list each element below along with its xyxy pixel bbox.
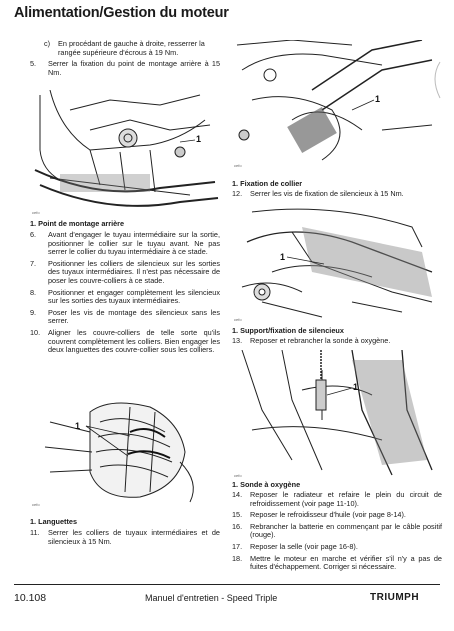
left-steps-mid xyxy=(30,231,220,358)
figure-collar-fixing xyxy=(232,40,437,170)
brand-logo: TRIUMPH xyxy=(370,592,420,603)
manual-title: Manuel d'entretien - Speed Triple xyxy=(145,593,278,603)
right-steps-c xyxy=(232,491,442,575)
step-c: c) En procédant de gauche à droite, resserrer la rangée supérieure d'écrous à 19 Nm. xyxy=(44,39,205,57)
step-18: 18. Mettre le moteur en marche et vérifier s'il n'y a pas de fuites d'échappement. Corriger si nécessaire. xyxy=(232,553,442,572)
fig3-code: cefo xyxy=(234,163,242,168)
figure-oxygen-sensor xyxy=(232,350,437,480)
fig4-callout: 1 xyxy=(280,252,286,262)
fig1-caption: 1. Point de montage arrière xyxy=(30,219,125,228)
page-title: Alimentation/Gestion du moteur xyxy=(14,5,229,21)
step-11: 11. Serrer les colliers de tuyaux intermédiaires et de silencieux à 15 Nm. xyxy=(30,528,220,546)
fig2-code: cefo xyxy=(32,502,40,507)
step-10: 10. Aligner les couvre-colliers de telle sorte qu'ils couvrent complètement les colliers. Bien engager les deux languettes des couvre-collier sous les colliers. xyxy=(30,327,220,355)
fig1-callout: 1 xyxy=(196,134,202,144)
fig4-caption: 1. Support/fixation de silencieux xyxy=(232,326,344,335)
page-number: 10.108 xyxy=(14,592,47,604)
step-17: 17. Reposer la selle (voir page 16-8). xyxy=(232,541,358,551)
right-steps-a xyxy=(232,190,442,202)
fig5-code: cefo xyxy=(234,473,242,478)
left-steps-bottom xyxy=(30,529,220,549)
step-9: 9. Poser les vis de montage des silencieux sans les serrer. xyxy=(30,307,220,326)
binding-mark-icon xyxy=(426,60,444,100)
fig5-caption: 1. Sonde à oxygène xyxy=(232,480,301,489)
step-5: 5. Serrer la fixation du point de montage arrière à 15 Nm. xyxy=(30,59,220,77)
right-steps-b xyxy=(232,337,442,349)
figure-tabs xyxy=(30,392,220,510)
step-16: 16. Rebrancher la batterie en commençant par le câble positif (rouge). xyxy=(232,521,442,540)
step-15: 15. Reposer le refroidisseur d'huile (voir page 8-14). xyxy=(232,510,406,520)
fig3-callout: 1 xyxy=(375,94,381,104)
fig2-callout: 1 xyxy=(75,421,81,431)
figure-rear-mount xyxy=(30,90,220,218)
step-7: 7. Positionner les colliers de silencieux sur les sorties des tuyaux intermédiaires. Il n'est pas nécessaire de poser les couvre-colliers à ce stade. xyxy=(30,258,220,285)
step-13: 13. Reposer et rebrancher la sonde à oxygène. xyxy=(232,336,391,345)
fig4-code: cefo xyxy=(234,317,242,322)
left-steps-top xyxy=(30,40,220,80)
fig2-caption: 1. Languettes xyxy=(30,517,78,526)
step-6: 6. Avant d'engager le tuyau intermédiaire sur la sortie, positionner le collier sur le tuyau avant. Ne pas serrer le collier du tuyau intermédiaire à ce stade. xyxy=(30,230,220,257)
step-12: 12. Serrer les vis de fixation de silencieux à 15 Nm. xyxy=(232,189,404,198)
step-14: 14. Reposer le radiateur et refaire le plein du circuit de refroidissement (voir page 11-10). xyxy=(232,490,442,508)
fig1-code: cefo xyxy=(32,210,40,215)
fig5-callout: 1 xyxy=(353,382,359,392)
footer-rule xyxy=(14,584,440,585)
fig3-caption: 1. Fixation de collier xyxy=(232,179,303,188)
step-8: 8. Positionner et engager complètement les silencieux sur les sorties des tuyaux intermédiaires. xyxy=(30,287,220,306)
figure-silencer-bracket xyxy=(232,202,437,324)
